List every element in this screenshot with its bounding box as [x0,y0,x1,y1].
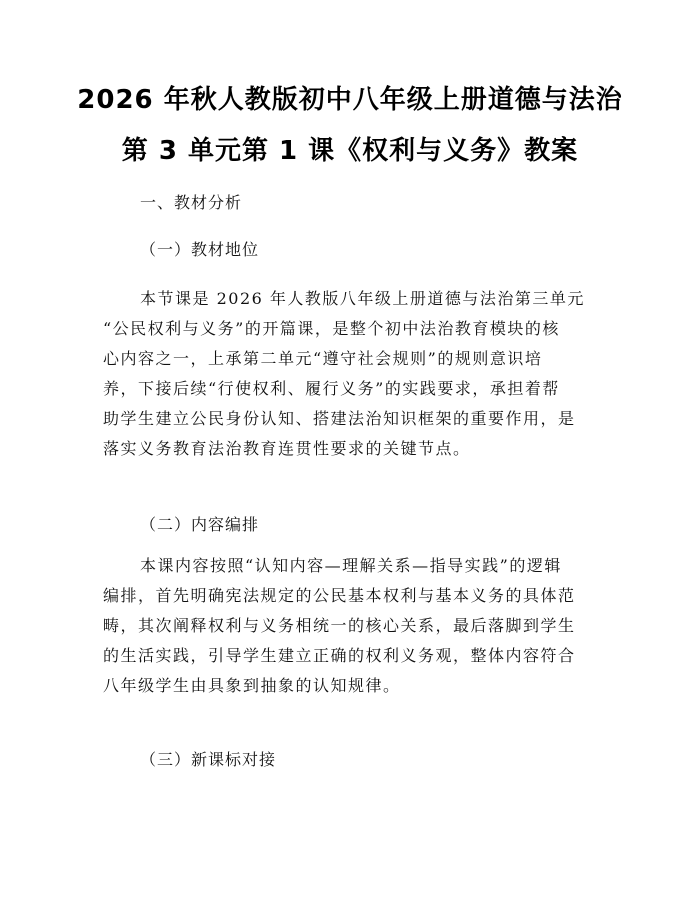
paragraph-line: 的生活实践，引导学生建立正确的权利义务观，整体内容符合 [103,646,576,665]
subsection-heading-content-arrangement: （二）内容编排 [140,515,260,534]
paragraph-line: 心内容之一，上承第二单元“遵守社会规则”的规则意识培 [103,349,543,368]
paragraph-line: 落实义务教育法治教育连贯性要求的关键节点。 [103,439,471,458]
subsection-heading-textbook-position: （一）教材地位 [140,240,260,259]
paragraph-line: 本课内容按照“认知内容—理解关系—指导实践”的逻辑 [140,556,562,575]
paragraph-line: 本节课是 2026 年人教版八年级上册道德与法治第三单元 [140,289,585,308]
paragraph-line: 编排，首先明确宪法规定的公民基本权利与基本义务的具体范 [103,586,576,605]
document-title-line-2: 第 3 单元第 1 课《权利与义务》教案 [121,136,579,166]
paragraph-line: 养，下接后续“行使权利、履行义务”的实践要求，承担着帮 [103,379,560,398]
paragraph-line: “公民权利与义务”的开篇课，是整个初中法治教育模块的核 [103,319,560,338]
subsection-heading-new-curriculum: （三）新课标对接 [140,750,277,769]
document-title-line-1: 2026 年秋人教版初中八年级上册道德与法治 [77,85,623,115]
paragraph-line: 八年级学生由具象到抽象的认知规律。 [103,676,401,695]
paragraph-line: 助学生建立公民身份认知、搭建法治知识框架的重要作用，是 [103,409,576,428]
paragraph-line: 畴，其次阐释权利与义务相统一的核心关系，最后落脚到学生 [103,616,576,635]
paragraph-textbook-position [103,284,603,464]
section-heading-textbook-analysis: 一、教材分析 [140,193,243,212]
paragraph-content-arrangement [103,551,603,701]
